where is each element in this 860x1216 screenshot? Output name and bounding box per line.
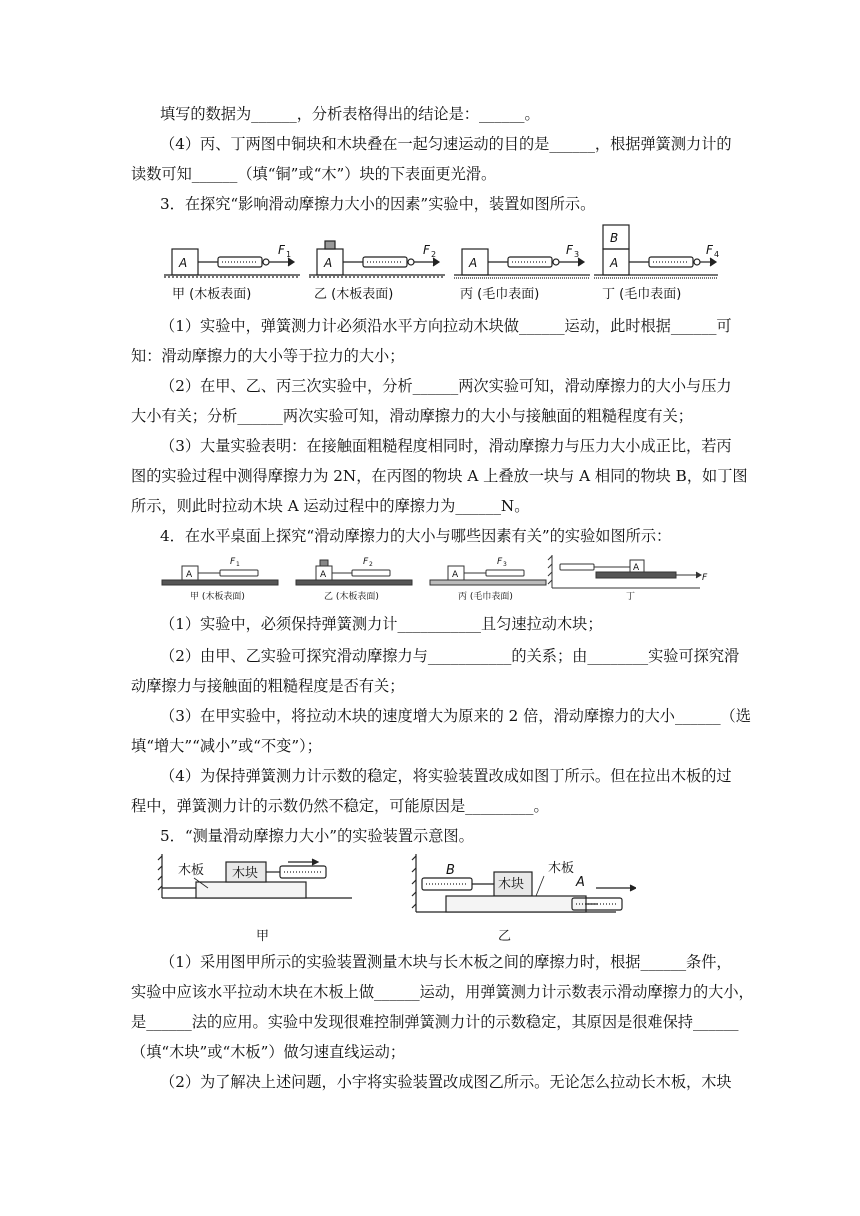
question-3-title: 3．在探究“影响滑动摩擦力大小的因素”实验中，装置如图所示。: [160, 195, 596, 213]
board-label: 木板: [178, 863, 205, 878]
force-label: F: [363, 557, 369, 567]
force-label: F: [566, 243, 573, 257]
text-line: （2）为了解决上述问题，小宇将实验装置改成图乙所示。无论怎么拉动长木板，木块: [160, 1073, 732, 1091]
block-a-label: A: [179, 256, 188, 270]
block-a-label: A: [610, 256, 619, 270]
block-a-label: A: [452, 570, 459, 580]
text-line: （1）实验中，弹簧测力计必须沿水平方向拉动木块做______运动，此时根据______可: [160, 317, 732, 335]
board-label: 木板: [548, 861, 575, 876]
force-subscript: 3: [503, 561, 507, 568]
figure-caption: 乙: [498, 929, 512, 944]
text-line: （填“木块”或“木板”）做匀速直线运动；: [131, 1043, 406, 1061]
text-line: 图的实验过程中测得摩擦力为 2N，在丙图的物块 A 上叠放一块与 A 相同的物块 B，如丁图: [131, 467, 748, 485]
figure-caption: 丁: [626, 592, 636, 602]
figure-caption: 甲 (木板表面): [172, 287, 252, 302]
text-line: 读数可知______（填“铜”或“木”）块的下表面更光滑。: [131, 165, 497, 183]
figure-q4: [160, 552, 720, 604]
block-a-label: A: [469, 256, 478, 270]
figure-caption: 乙 (木板表面): [314, 287, 394, 302]
block-a-label: A: [186, 570, 193, 580]
text-line: （4）为保持弹簧测力计示数的稳定，将实验装置改成如图丁所示。但在拉出木板的过: [160, 767, 732, 785]
force-subscript: 3: [574, 250, 580, 259]
figure-q3: [162, 222, 722, 304]
figure-q5: [156, 852, 636, 946]
figure-caption: 甲 (木板表面): [190, 592, 245, 602]
text-line: 填写的数据为______，分析表格得出的结论是：______。: [160, 105, 540, 123]
text-line: （3）在甲实验中，将拉动木块的速度增大为原来的 2 倍，滑动摩擦力的大小______（选: [160, 707, 751, 725]
text-line: （2）由甲、乙实验可探究滑动摩擦力与___________的关系；由________实验可探究滑: [160, 647, 740, 665]
block-label: 木块: [498, 877, 525, 892]
force-label: F: [278, 243, 285, 257]
text-line: 大小有关；分析______两次实验可知，滑动摩擦力的大小与接触面的粗糙程度有关；: [131, 407, 693, 425]
force-label: F: [702, 573, 708, 583]
figure-caption: 丁 (毛巾表面): [602, 287, 682, 302]
text-line: （1）采用图甲所示的实验装置测量木块与长木板之间的摩擦力时，根据______条件，: [160, 953, 732, 971]
text-line: 是______法的应用。实验中发现很难控制弹簧测力计的示数稳定，其原因是很难保持______: [131, 1013, 739, 1031]
question-5-title: 5．“测量滑动摩擦力大小”的实验装置示意图。: [160, 827, 474, 845]
force-subscript: 1: [286, 250, 292, 259]
text-line: （2）在甲、乙、丙三次实验中，分析______两次实验可知，滑动摩擦力的大小与压力: [160, 377, 732, 395]
text-line: 知：滑动摩擦力的大小等于拉力的大小；: [131, 347, 405, 365]
label-a: A: [576, 875, 585, 890]
text-line: （4）丙、丁两图中铜块和木块叠在一起匀速运动的目的是______，根据弹簧测力计的: [160, 135, 732, 153]
block-b-label: B: [610, 231, 619, 245]
label-b: B: [446, 863, 455, 878]
text-line: （3）大量实验表明：在接触面粗糙程度相同时，滑动摩擦力与压力大小成正比，若丙: [160, 437, 732, 455]
text-line: 程中，弹簧测力计的示数仍然不稳定，可能原因是_________。: [131, 797, 549, 815]
question-4-title: 4．在水平桌面上探究“滑动摩擦力的大小与哪些因素有关”的实验如图所示：: [160, 527, 672, 545]
force-subscript: 2: [431, 250, 437, 259]
block-label: 木块: [232, 866, 259, 881]
figure-caption: 甲: [256, 929, 270, 944]
figure-q3-svg: [162, 222, 722, 304]
force-label: F: [423, 243, 430, 257]
block-a-label: A: [633, 563, 640, 573]
force-label: F: [230, 557, 236, 567]
text-line: 动摩擦力与接触面的粗糙程度是否有关；: [131, 677, 405, 695]
force-label: F: [497, 557, 503, 567]
force-subscript: 2: [369, 561, 373, 568]
figure-caption: 丙 (毛巾表面): [458, 592, 513, 602]
text-line: 所示，则此时拉动木块 A 运动过程中的摩擦力为______N。: [131, 497, 530, 515]
text-line: 填“增大”“减小”或“不变”）；: [131, 737, 322, 755]
force-label: F: [706, 243, 713, 257]
figure-caption: 丙 (毛巾表面): [460, 287, 540, 302]
text-line: （1）实验中，必须保持弹簧测力计___________且匀速拉动木块；: [160, 615, 603, 633]
block-a-label: A: [324, 256, 333, 270]
force-subscript: 1: [236, 561, 240, 568]
figure-caption: 乙 (木板表面): [324, 592, 379, 602]
figure-q4-svg: [160, 552, 720, 604]
force-subscript: 4: [714, 250, 720, 259]
figure-q5-svg: [156, 852, 636, 946]
block-a-label: A: [320, 570, 327, 580]
text-line: 实验中应该水平拉动木块在木板上做______运动，用弹簧测力计示数表示滑动摩擦力的大小，: [131, 983, 754, 1001]
